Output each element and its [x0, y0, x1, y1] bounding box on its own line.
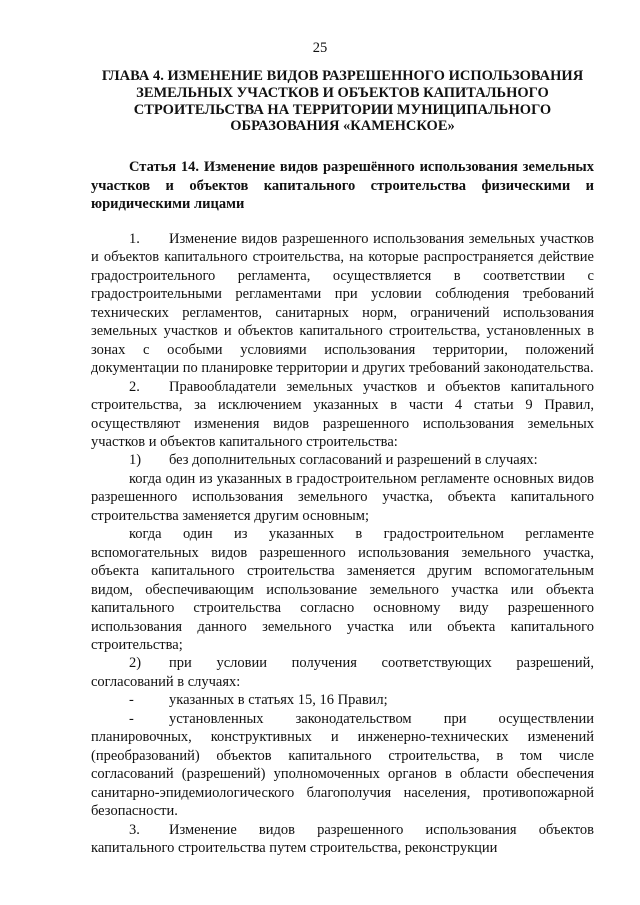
page-number: 25 [312, 40, 328, 56]
chapter-title: ГЛАВА 4. ИЗМЕНЕНИЕ ВИДОВ РАЗРЕШЕННОГО ИСПОЛЬЗОВАНИЯ ЗЕМЕЛЬНЫХ УЧАСТКОВ И ОБЪЕКТОВ КАПИТАЛЬНОГО СТРОИТЕЛЬСТВА НА ТЕРРИТОРИИ МУНИЦИПАЛЬНОГО ОБРАЗОВАНИЯ «КАМЕНСКОЕ» [101, 68, 584, 135]
subparagraph-number: 2) [129, 655, 142, 672]
subparagraph-1 [91, 451, 594, 469]
subparagraph-text: при условии получения соответствующих разрешений, согласований в случаях: [91, 655, 594, 690]
case-1b: когда один из указанных в градостроительном регламенте вспомогательных видов разрешенного использования земельного участка, объекта капитального строительства заменяется другим вспомогательным видом, обеспечивающим использование земельного участка или объекта капитального строительства согласно основному виду разрешенного использования данного земельного участка или объекта капитального строительства; [91, 526, 594, 653]
paragraph-number: 1. [129, 231, 140, 247]
dash-item-text: указанных в статьях 15, 16 Правил; [169, 692, 388, 709]
dash-marker: - [129, 692, 134, 709]
dash-marker: - [129, 710, 134, 727]
dash-item-1 [91, 691, 594, 709]
paragraph-number: 2. [129, 378, 140, 395]
paragraph-text: Правообладатели земельных участков и объектов капитального строительства, за исключением указанных в части 4 статьи 9 Правил, осуществляют изменения видов разрешенного использования земельных участков и объектов капитального строительства: [91, 378, 594, 450]
paragraph-2 [91, 378, 594, 452]
dash-item-text: установленных законодательством при осуществлении планировочных, конструктивных и инженерно-технических изменений (преобразований) объектов капитального строительства, в том числе согласований (разрешений) уполномоченных органов в области обеспечения санитарно-эпидемиологического благополучия населения, противопожарной безопасности. [91, 710, 594, 820]
paragraph-3 [91, 821, 594, 858]
paragraph-text: Изменение видов разрешенного использования объектов капитального строительства путем строительства, реконструкции [91, 821, 594, 856]
dash-item-2 [91, 710, 594, 821]
article-body [91, 230, 594, 857]
article-title: Статья 14. Изменение видов разрешённого использования земельных участков и объектов капитального строительства физическими и юридическими лицами [91, 159, 594, 212]
subparagraph-text: без дополнительных согласований и разрешений в случаях: [169, 452, 538, 469]
case-1a: когда один из указанных в градостроительном регламенте основных видов разрешенного использования земельного участка, объекта капитального строительства заменяется другим основным; [91, 470, 594, 524]
subparagraph-number: 1) [129, 452, 142, 469]
paragraph-1 [91, 230, 594, 378]
paragraph-text: Изменение видов разрешенного использования земельных участков и объектов капитального строительства, на которые распространяется действие градостроительного регламента, осуществляется в соответствии с градостроительными регламентами при условии соблюдения требований технических регламентов, санитарных норм, ограничений использования земельных участков и объектов капитального строительства, установленных в зонах с особыми условиями использования территории, положений документации по планировке территории и других требований законодательства. [91, 231, 594, 377]
paragraph-number: 3. [129, 821, 140, 838]
subparagraph-2 [91, 654, 594, 691]
